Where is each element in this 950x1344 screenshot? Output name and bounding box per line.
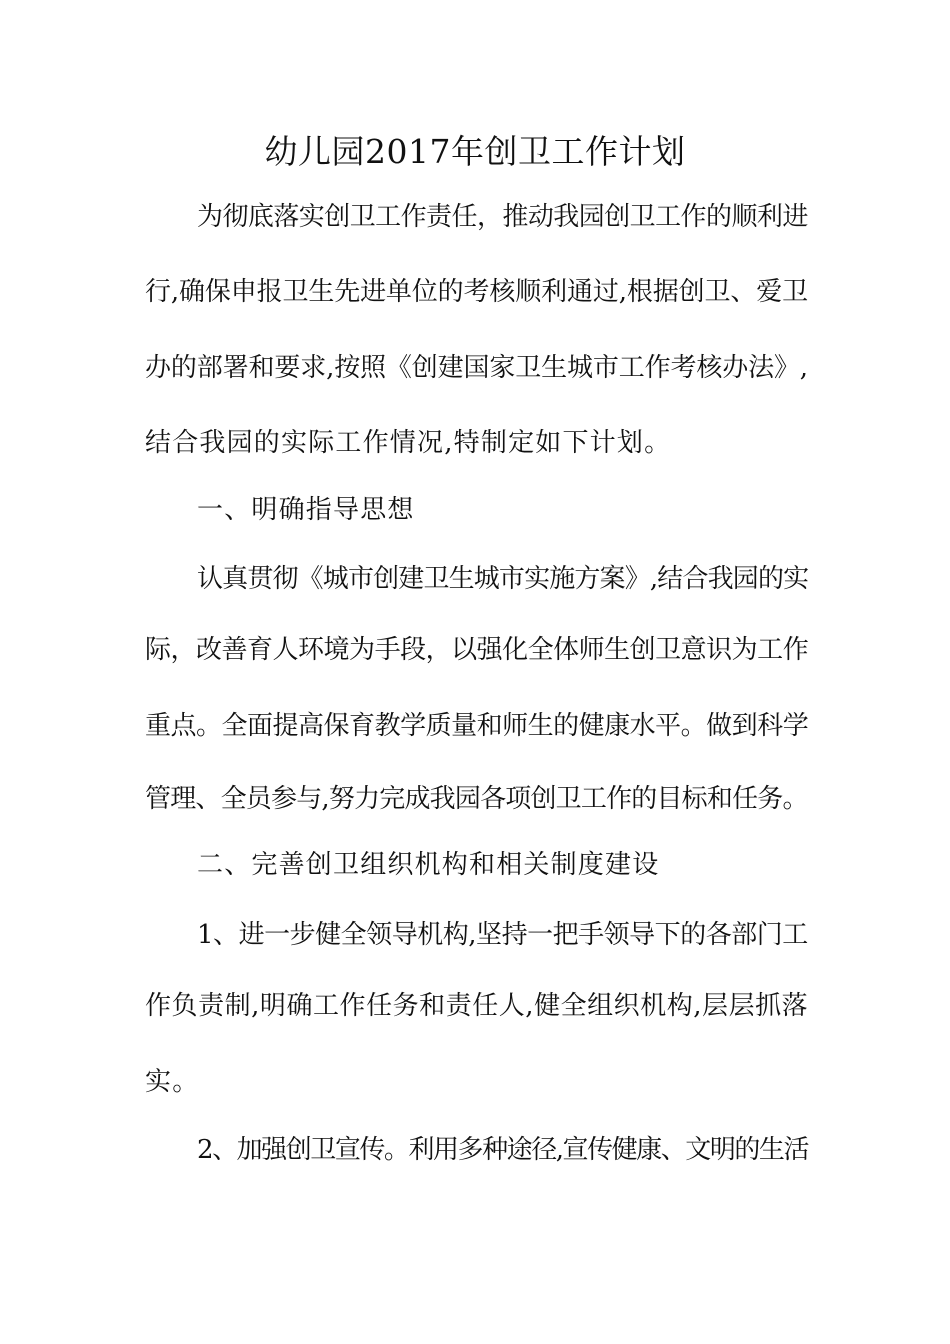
document-title: 幼儿园2017年创卫工作计划 xyxy=(264,132,686,171)
paragraph-1-line-3: 办的部署和要求,按照《创建国家卫生城市工作考核办法》, xyxy=(145,353,808,383)
item-2-line-1: 2、加强创卫宣传。利用多种途径,宣传健康、文明的生活 xyxy=(197,1135,809,1165)
section-heading-2: 二、完善创卫组织机构和相关制度建设 xyxy=(197,850,660,880)
item-1-line-3: 实。 xyxy=(145,1067,200,1097)
item-1-line-1: 1、进一步健全领导机构,坚持一把手领导下的各部门工 xyxy=(197,920,808,950)
paragraph-2-line-4: 管理、全员参与,努力完成我园各项创卫工作的目标和任务。 xyxy=(145,784,808,814)
paragraph-1-line-4: 结合我园的实际工作情况,特制定如下计划。 xyxy=(145,428,672,458)
item-1-line-2: 作负责制,明确工作任务和责任人,健全组织机构,层层抓落 xyxy=(145,991,809,1021)
section-heading-1: 一、明确指导思想 xyxy=(197,495,415,525)
paragraph-1-line-1: 为彻底落实创卫工作责任，推动我园创卫工作的顺利进 xyxy=(197,202,808,232)
paragraph-2-line-3: 重点。全面提高保育教学质量和师生的健康水平。做到科学 xyxy=(145,711,809,741)
paragraph-2-line-2: 际，改善育人环境为手段，以强化全体师生创卫意识为工作 xyxy=(145,635,809,665)
paragraph-2-line-1: 认真贯彻《城市创建卫生城市实施方案》,结合我园的实 xyxy=(197,564,809,594)
paragraph-1-line-2: 行,确保申报卫生先进单位的考核顺利通过,根据创卫、爱卫 xyxy=(145,277,808,307)
